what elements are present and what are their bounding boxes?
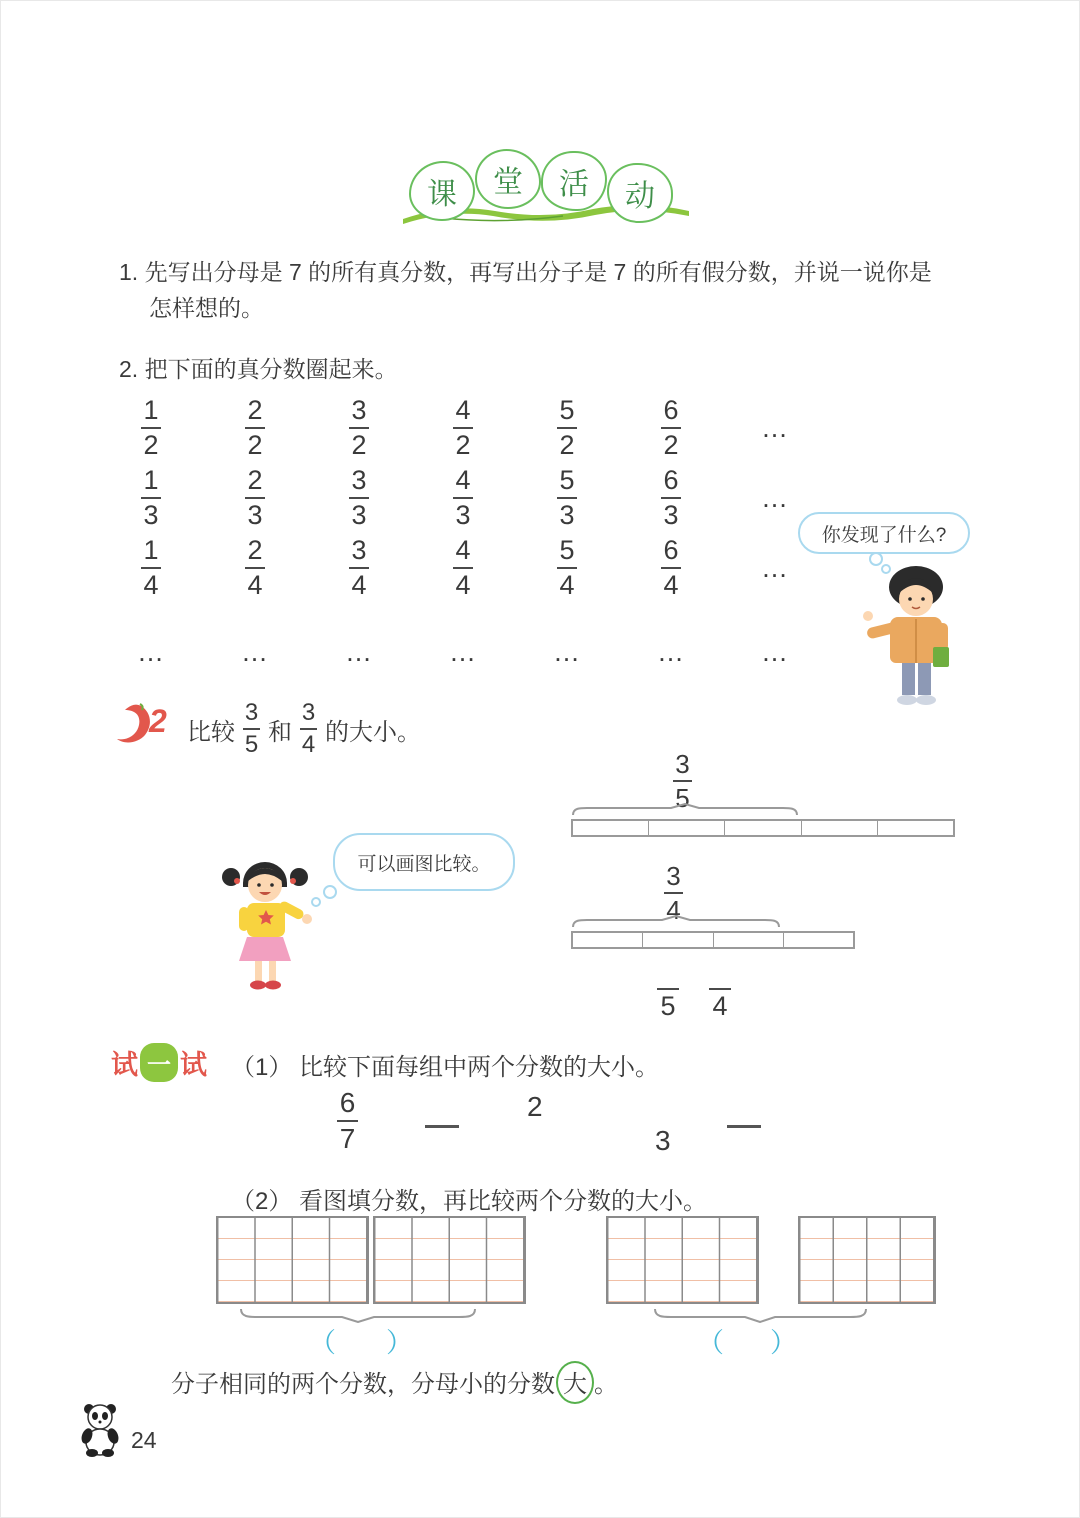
fraction: $\frac{6}{4}$ — [661, 537, 681, 599]
bar1-label: $\frac{3}{5}$ — [673, 751, 692, 811]
fraction-bar — [141, 567, 161, 569]
fraction-bar — [453, 567, 473, 569]
fraction-bar — [709, 988, 731, 990]
bar1-brace — [571, 803, 799, 817]
fill-grid-figure — [216, 1216, 369, 1304]
try-it-q1-label: （1） — [231, 1054, 293, 1081]
fraction-bar — [349, 497, 369, 499]
example-number: 2 — [149, 703, 167, 739]
bubble-tail-dot — [323, 885, 337, 899]
boy-cartoon — [858, 561, 976, 719]
fraction: $\frac{4}{2}$ — [453, 397, 473, 459]
fraction: $\frac{1}{4}$ — [141, 537, 161, 599]
bar-cell — [878, 821, 953, 835]
fraction-3-4: $\frac{3}{4}$ — [301, 699, 316, 758]
fill-grid-figure — [606, 1216, 759, 1304]
try-fraction-6-7: $\frac{6}{7}$ — [337, 1089, 358, 1153]
fraction: $\frac{1}{3}$ — [141, 467, 161, 529]
example-text-and: 和 — [268, 718, 292, 746]
bar-cell — [725, 821, 801, 835]
fraction: $\frac{6}{3}$ — [661, 467, 681, 529]
bar-model-fifths — [571, 819, 955, 837]
fraction-bar — [664, 892, 683, 894]
bubble-tail-dot — [869, 552, 883, 566]
question-1-line-2: 怎样想的。 — [149, 295, 264, 321]
example-text-prefix: 比较 — [187, 718, 235, 746]
fraction-bar — [243, 728, 260, 730]
fraction — [141, 397, 161, 459]
fraction-bar — [453, 427, 473, 429]
try-it-q1-text: 比较下面每组中两个分数的大小。 — [299, 1054, 660, 1081]
fraction: $\frac{2}{4}$ — [245, 537, 265, 599]
try-fraction-3-denominator: 3 — [655, 1125, 671, 1156]
answer-fraction-left: 5 — [657, 977, 679, 1020]
fraction: $\frac{2}{3}$ — [245, 467, 265, 529]
title-char: 堂 — [493, 166, 523, 199]
ellipsis-row: … … … … … … … — [137, 637, 789, 667]
fraction-row-den-4 — [129, 537, 797, 599]
fill-grid-figure — [373, 1216, 526, 1304]
fraction-3-5: $\frac{3}{5}$ — [244, 699, 259, 758]
title-cloud-4 — [607, 163, 673, 223]
fraction-bar — [557, 427, 577, 429]
try-it-q2 — [231, 1181, 707, 1216]
girl-speech-bubble: 可以画图比较。 — [333, 833, 515, 891]
bar2-brace — [571, 915, 781, 929]
fraction-bar — [141, 497, 161, 499]
fraction-row-den-3 — [129, 467, 797, 529]
try-it-leaf: 一 — [140, 1043, 178, 1082]
panda-logo-icon — [75, 1401, 125, 1457]
fraction-bar — [557, 497, 577, 499]
comparison-blank — [727, 1125, 761, 1128]
fraction-bar — [673, 780, 692, 782]
fraction-bar — [245, 497, 265, 499]
answer-fraction-right: 4 — [709, 977, 731, 1020]
fraction-bar — [661, 567, 681, 569]
bar-model-fourths — [571, 931, 855, 949]
title-cloud-2 — [475, 149, 541, 209]
circled-answer: 大 — [556, 1361, 594, 1404]
title-char: 课 — [427, 178, 457, 211]
bar-cell — [573, 933, 643, 947]
question-1-line-1 — [119, 255, 1019, 290]
bubble-tail-dot — [311, 897, 321, 907]
fraction-bar — [300, 728, 317, 730]
title-cloud-3 — [541, 151, 607, 211]
fill-grid-figure — [798, 1216, 936, 1304]
bar-cell — [649, 821, 725, 835]
bar2-label: $\frac{3}{4}$ — [664, 863, 683, 923]
answer-parens-right: （ ） — [697, 1328, 797, 1358]
bar-cell — [643, 933, 713, 947]
boy-speech-bubble: 你发现了什么? — [798, 512, 970, 554]
row-ellipsis: … — [761, 482, 789, 513]
try-it-badge: 试 一 试 — [111, 1043, 207, 1082]
fraction-bar — [453, 497, 473, 499]
fraction-row-den-2 — [129, 397, 797, 459]
question-2-heading — [119, 352, 398, 387]
title-char: 活 — [559, 168, 589, 201]
row-ellipsis: … — [761, 552, 789, 583]
question-1-number: 1. — [119, 259, 139, 285]
title-cloud-1 — [409, 161, 475, 221]
example-text-suffix: 的大小。 — [325, 718, 421, 746]
fraction: $\frac{5}{3}$ — [557, 467, 577, 529]
bar-cell — [573, 821, 649, 835]
fraction: $\frac{3}{2}$ — [349, 397, 369, 459]
bar-cell — [784, 933, 853, 947]
fraction: $\frac{6}{2}$ — [661, 397, 681, 459]
fraction-bar — [245, 427, 265, 429]
fraction: $\frac{3}{4}$ — [349, 537, 369, 599]
conclusion-sentence: 分子相同的两个分数，分母小的分数 大 。 — [171, 1361, 618, 1404]
fraction-bar — [557, 567, 577, 569]
fraction-bar — [657, 988, 679, 990]
fraction: $\frac{5}{4}$ — [557, 537, 577, 599]
fraction-bar — [141, 427, 161, 429]
fraction: $\frac{4}{4}$ — [453, 537, 473, 599]
title-char: 动 — [625, 180, 655, 213]
fraction-bar — [245, 567, 265, 569]
fraction-numerator: 1 — [143, 395, 159, 425]
try-it-q2-text: 看图填分数，再比较两个分数的大小。 — [299, 1188, 708, 1215]
girl-cartoon — [213, 849, 323, 999]
fraction: $\frac{2}{2}$ — [245, 397, 265, 459]
bubble-tail-dot — [881, 564, 891, 574]
fraction-denominator: 2 — [143, 430, 159, 460]
fraction-bar — [661, 497, 681, 499]
bar-cell — [802, 821, 878, 835]
fraction-bar — [661, 427, 681, 429]
try-it-q1 — [231, 1047, 659, 1082]
fraction: $\frac{5}{2}$ — [557, 397, 577, 459]
example-2-sentence — [187, 701, 421, 757]
comparison-blank — [425, 1125, 459, 1128]
try-fraction-2-numerator: 2 — [527, 1091, 543, 1122]
bar-cell — [714, 933, 784, 947]
fraction: $\frac{3}{3}$ — [349, 467, 369, 529]
try-it-q2-label: （2） — [231, 1188, 293, 1215]
row-ellipsis: … — [761, 412, 789, 443]
fraction-bar — [349, 567, 369, 569]
question-1-text: 先写出分母是 7 的所有真分数，再写出分子是 7 的所有假分数，并说一说你是 — [144, 259, 932, 285]
page-number: 24 — [131, 1427, 157, 1453]
fraction: $\frac{4}{3}$ — [453, 467, 473, 529]
fraction-bar — [337, 1120, 358, 1122]
answer-parens-left: （ ） — [309, 1328, 413, 1358]
fraction-bar — [349, 427, 369, 429]
question-2-number: 2. — [119, 356, 139, 382]
question-2-text: 把下面的真分数圈起来。 — [144, 356, 398, 382]
